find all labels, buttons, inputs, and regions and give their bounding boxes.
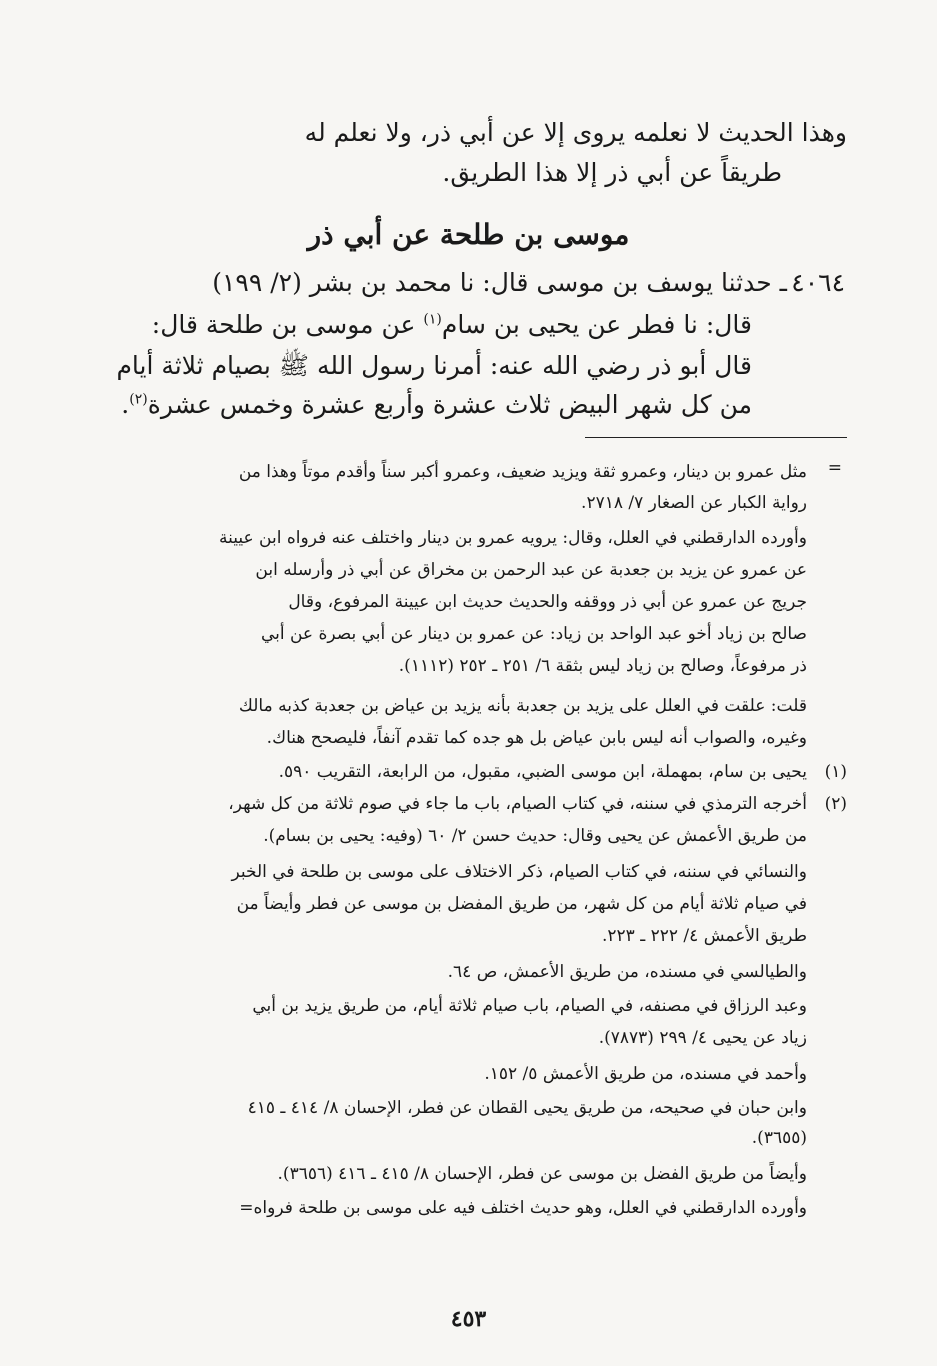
footnote-cont-line: قلت: علقت في العلل على يزيد بن جعدبة بأنه يزيد بن عياض بن جعدبة كذبه مالك xyxy=(238,696,807,716)
intro-line-1: وهذا الحديث لا نعلمه يروى إلا عن أبي ذر، ولا نعلم له xyxy=(304,118,847,147)
hadith-line-3: قال أبو ذر رضي الله عنه: أمرنا رسول الله ﷺ بصيام ثلاثة أيام xyxy=(116,351,752,380)
footnote-2-line: والطيالسي في مسنده، من طريق الأعمش، ص ٦٤. xyxy=(447,962,807,982)
footnote-2-line: في صيام ثلاثة أيام من كل شهر، من طريق المفضل بن موسى عن فطر وأيضاً من xyxy=(236,894,807,914)
footnote-cont-line: وغيره، والصواب أنه ليس بابن عياض بل هو جده كما تقدم آنفاً، فليصحح هناك. xyxy=(266,728,807,748)
footnote-marker-1[interactable]: (١) xyxy=(423,311,442,328)
footnote-1-text: يحيى بن سام، بمهملة، ابن موسى الضبي، مقبول، من الرابعة، التقريب ٥٩٠. xyxy=(278,762,807,782)
footnote-2-label: (٢) xyxy=(824,794,847,814)
hadith-line-2-text-b: عن موسى بن طلحة قال: xyxy=(151,310,424,339)
hadith-line-4-end: . xyxy=(121,390,130,419)
footnote-cont-line: رواية الكبار عن الصغار ٧/ ٢٧١٨. xyxy=(581,493,807,513)
continuation-mark: = xyxy=(827,458,842,478)
footnote-2-line: والنسائي في سننه، في كتاب الصيام، ذكر الاختلاف على موسى بن طلحة في الخبر xyxy=(231,862,807,882)
hadith-line-2-text: قال: نا فطر عن يحيى بن سام xyxy=(441,310,752,339)
footnote-1-label: (١) xyxy=(824,762,847,782)
hadith-line-4 xyxy=(121,390,752,419)
footnote-cont-line: مثل عمرو بن دينار، وعمرو ثقة ويزيد ضعيف، وعمرو أكبر سناً وأقدم موتاً وهذا من xyxy=(238,462,807,482)
section-heading: موسى بن طلحة عن أبي ذر xyxy=(307,218,630,251)
footnote-2-line: وأيضاً من طريق الفضل بن موسى عن فطر، الإحسان ٨/ ٤١٥ ـ ٤١٦ (٣٦٥٦). xyxy=(277,1164,807,1184)
footnote-cont-line: جريج عن عمرو عن أبي ذر ووقفه والحديث حديث ابن عيينة المرفوع، وقال xyxy=(288,592,807,612)
footnote-cont-line: صالح بن زياد أخو عبد الواحد بن زياد: عن عمرو بن دينار عن أبي بصرة عن أبي xyxy=(260,624,807,644)
footnote-2-line: (٣٦٥٥). xyxy=(751,1128,807,1148)
footnote-marker-2[interactable]: (٢) xyxy=(129,391,148,408)
footnote-2-line: زياد عن يحيى ٤/ ٢٩٩ (٧٨٧٣). xyxy=(598,1028,807,1048)
footnote-cont-line: ذر مرفوعاً، وصالح بن زياد ليس بثقة ٦/ ٢٥١ ـ ٢٥٢ (١١١٢). xyxy=(398,656,807,676)
footnote-2-line: أخرجه الترمذي في سننه، في كتاب الصيام، باب ما جاء في صوم ثلاثة من كل شهر، xyxy=(228,794,807,814)
footnote-separator xyxy=(585,437,847,438)
footnote-2-line: وعبد الرزاق في مصنفه، في الصيام، باب صيام ثلاثة أيام، من طريق يزيد بن أبي xyxy=(252,996,807,1016)
footnote-2-line: وابن حبان في صحيحه، من طريق يحيى القطان عن فطر، الإحسان ٨/ ٤١٤ ـ ٤١٥ xyxy=(247,1098,807,1118)
footnote-cont-line: عن عمرو عن يزيد بن جعدبة عن عبد الرحمن بن مخراق عن أبي ذر وأرسله ابن xyxy=(255,560,807,580)
hadith-number: ٤٠٦٤ xyxy=(791,268,845,297)
footnote-2-line: من طريق الأعمش عن يحيى وقال: حديث حسن ٢/ ٦٠ (وفيه: يحيى بن بسام). xyxy=(263,826,807,846)
hadith-line-1: ـ حدثنا يوسف بن موسى قال: نا محمد بن بشر (٢/ ١٩٩) xyxy=(212,268,787,297)
page-number: ٤٥٣ xyxy=(450,1306,487,1332)
hadith-line-4-text: من كل شهر البيض ثلاث عشرة وأربع عشرة وخمس عشرة xyxy=(147,390,752,419)
footnote-cont-line: وأورده الدارقطني في العلل، وقال: يرويه عمرو بن دينار واختلف عنه فرواه ابن عيينة xyxy=(219,528,807,548)
hadith-line-2 xyxy=(152,310,752,339)
footnote-2-line: وأورده الدارقطني في العلل، وهو حديث اختلف فيه على موسى بن طلحة فرواه= xyxy=(239,1198,807,1218)
footnote-2-line: وأحمد في مسنده، من طريق الأعمش ٥/ ١٥٢. xyxy=(484,1064,807,1084)
footnote-2-line: طريق الأعمش ٤/ ٢٢٢ ـ ٢٢٣. xyxy=(602,926,807,946)
intro-line-2: طريقاً عن أبي ذر إلا هذا الطريق. xyxy=(442,158,782,187)
